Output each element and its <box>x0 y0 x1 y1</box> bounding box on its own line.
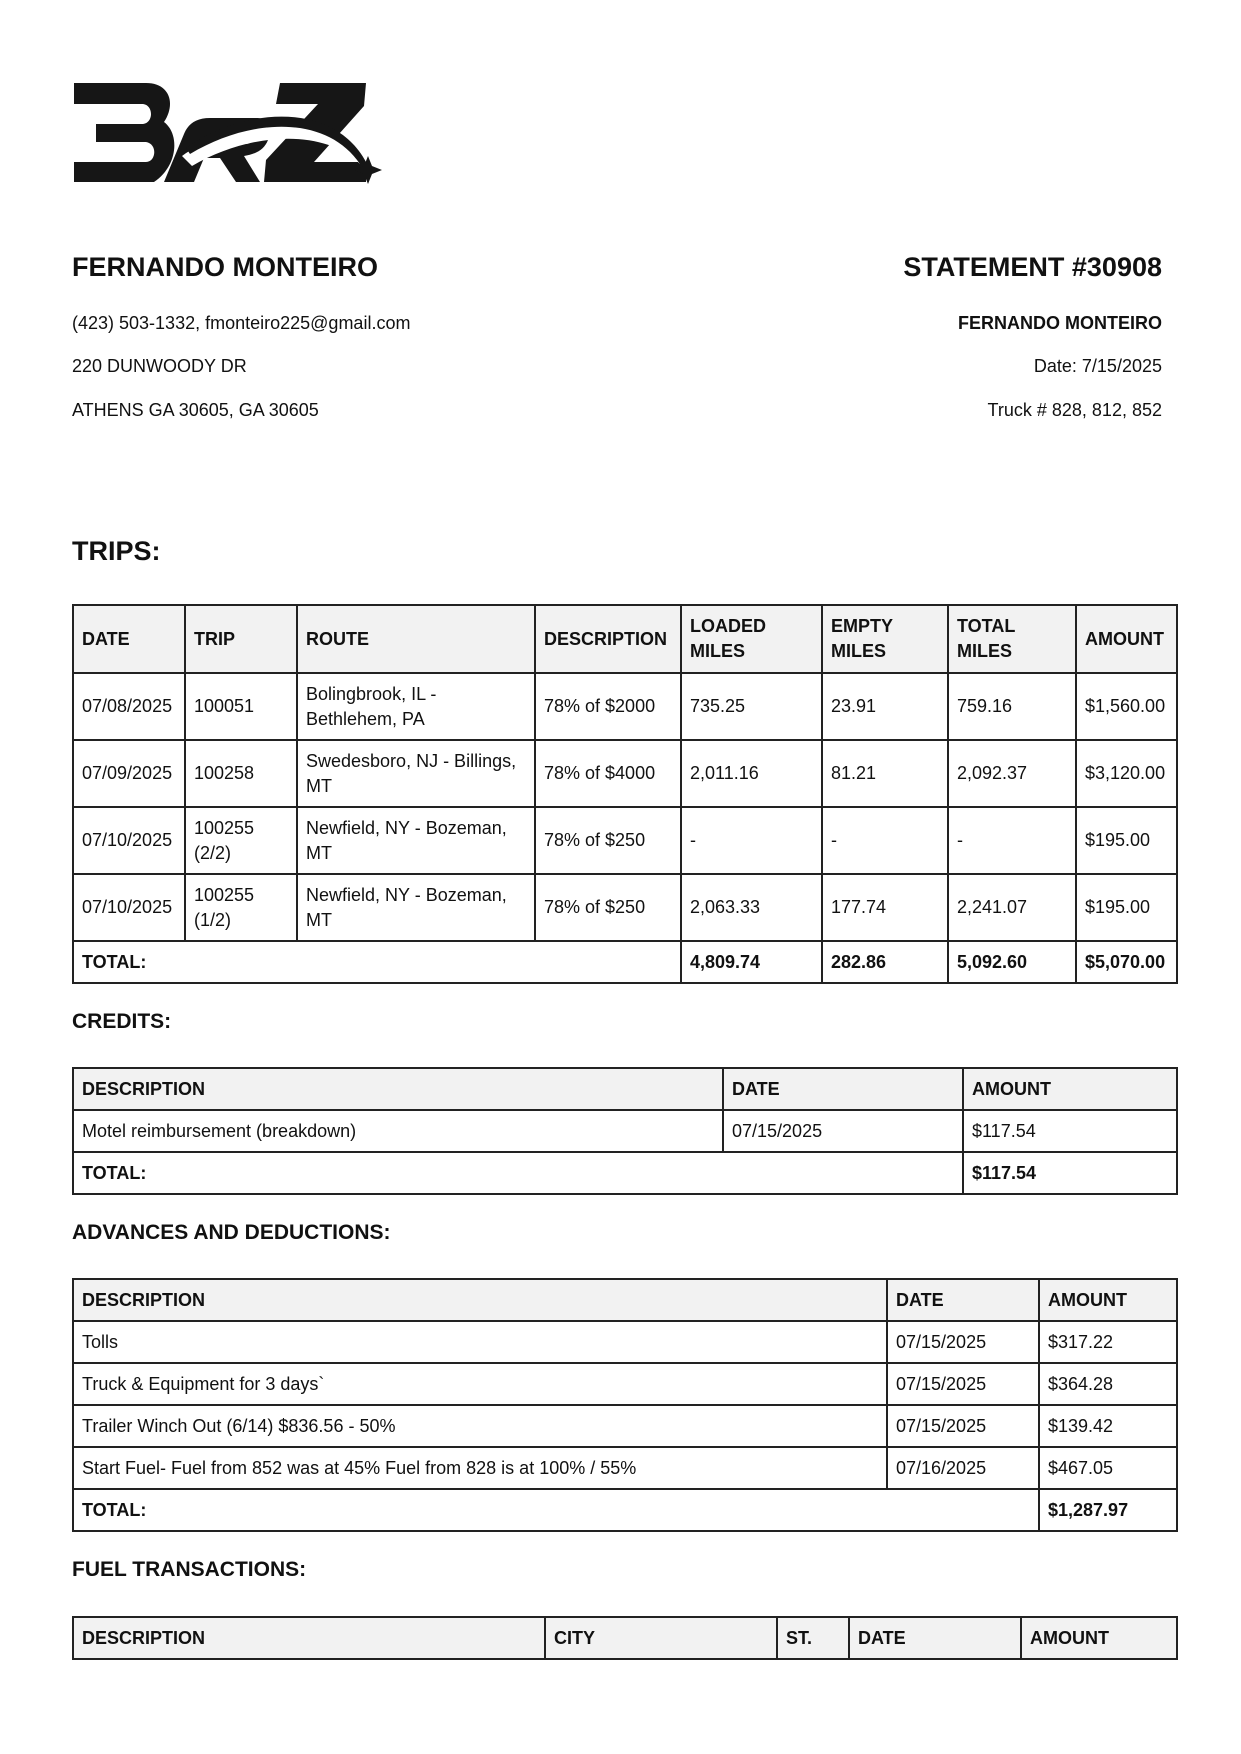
col-city: CITY <box>545 1617 777 1659</box>
trip-total-miles: 2,092.37 <box>948 740 1076 807</box>
fuel-title: FUEL TRANSACTIONS: <box>72 1558 307 1581</box>
trip-number: 100255 (2/2) <box>185 807 297 874</box>
deduction-date: 07/15/2025 <box>887 1405 1039 1447</box>
deduction-amount: $364.28 <box>1039 1363 1177 1405</box>
statement-driver-name: FERNANDO MONTEIRO <box>958 313 1162 333</box>
total-empty-miles: 282.86 <box>822 941 948 983</box>
credits-total-row <box>73 1152 1177 1194</box>
deduction-description: Tolls <box>73 1321 887 1363</box>
trip-description: 78% of $250 <box>535 807 681 874</box>
trip-number: 100051 <box>185 673 297 740</box>
table-row <box>73 807 1177 874</box>
trip-amount: $3,120.00 <box>1076 740 1177 807</box>
deduction-amount: $139.42 <box>1039 1405 1177 1447</box>
deduction-date: 07/16/2025 <box>887 1447 1039 1489</box>
trip-number: 100258 <box>185 740 297 807</box>
credit-date: 07/15/2025 <box>723 1110 963 1152</box>
trip-description: 78% of $2000 <box>535 673 681 740</box>
driver-address-line1: 220 DUNWOODY DR <box>72 356 247 376</box>
col-amount: AMOUNT <box>963 1068 1177 1110</box>
table-row <box>73 1447 1177 1489</box>
statement-truck: Truck # 828, 812, 852 <box>987 400 1162 420</box>
trip-description: 78% of $4000 <box>535 740 681 807</box>
statement-number: STATEMENT #30908 <box>903 252 1162 282</box>
deduction-description: Truck & Equipment for 3 days` <box>73 1363 887 1405</box>
credits-header-row <box>73 1068 1177 1110</box>
total-label: TOTAL: <box>73 1489 1039 1531</box>
trip-total-miles: - <box>948 807 1076 874</box>
trip-route: Newfield, NY - Bozeman, MT <box>297 874 535 941</box>
deduction-amount: $467.05 <box>1039 1447 1177 1489</box>
col-description: DESCRIPTION <box>535 605 681 673</box>
trips-table <box>72 604 1178 984</box>
trip-loaded-miles: 2,011.16 <box>681 740 822 807</box>
trip-date: 07/09/2025 <box>73 740 185 807</box>
total-loaded-miles: 4,809.74 <box>681 941 822 983</box>
col-description: DESCRIPTION <box>73 1617 545 1659</box>
driver-name-heading: FERNANDO MONTEIRO <box>72 252 378 282</box>
trip-loaded-miles: 735.25 <box>681 673 822 740</box>
col-amount: AMOUNT <box>1039 1279 1177 1321</box>
table-row <box>73 874 1177 941</box>
col-state: ST. <box>777 1617 849 1659</box>
credits-table <box>72 1067 1178 1195</box>
col-total-miles: TOTAL MILES <box>948 605 1076 673</box>
deduction-description: Trailer Winch Out (6/14) $836.56 - 50% <box>73 1405 887 1447</box>
trip-total-miles: 2,241.07 <box>948 874 1076 941</box>
trip-amount: $195.00 <box>1076 807 1177 874</box>
trip-empty-miles: 81.21 <box>822 740 948 807</box>
table-row <box>73 1321 1177 1363</box>
trip-amount: $195.00 <box>1076 874 1177 941</box>
trip-date: 07/10/2025 <box>73 874 185 941</box>
col-amount: AMOUNT <box>1021 1617 1177 1659</box>
advances-total-row <box>73 1489 1177 1531</box>
trips-header-row <box>73 605 1177 673</box>
trip-route: Swedesboro, NJ - Billings, MT <box>297 740 535 807</box>
advances-table <box>72 1278 1178 1532</box>
col-date: DATE <box>849 1617 1021 1659</box>
total-total-miles: 5,092.60 <box>948 941 1076 983</box>
trip-amount: $1,560.00 <box>1076 673 1177 740</box>
credits-title: CREDITS: <box>72 1010 172 1033</box>
trip-loaded-miles: 2,063.33 <box>681 874 822 941</box>
brz-logo <box>70 78 390 196</box>
driver-contact: (423) 503-1332, fmonteiro225@gmail.com <box>72 313 411 333</box>
trip-date: 07/10/2025 <box>73 807 185 874</box>
statement-date: Date: 7/15/2025 <box>1033 356 1162 376</box>
trip-empty-miles: 177.74 <box>822 874 948 941</box>
deduction-amount: $317.22 <box>1039 1321 1177 1363</box>
col-loaded-miles: LOADED MILES <box>681 605 822 673</box>
table-row <box>73 673 1177 740</box>
trip-route: Bolingbrook, IL - Bethlehem, PA <box>297 673 535 740</box>
total-amount: $117.54 <box>963 1152 1177 1194</box>
deduction-description: Start Fuel- Fuel from 852 was at 45% Fuel from 828 is at 100% / 55% <box>73 1447 887 1489</box>
trip-total-miles: 759.16 <box>948 673 1076 740</box>
fuel-header-row <box>73 1617 1177 1659</box>
driver-address-line2: ATHENS GA 30605, GA 30605 <box>72 400 319 420</box>
col-trip: TRIP <box>185 605 297 673</box>
advances-header-row <box>73 1279 1177 1321</box>
total-label: TOTAL: <box>73 1152 963 1194</box>
col-date: DATE <box>723 1068 963 1110</box>
total-label: TOTAL: <box>73 941 681 983</box>
deduction-date: 07/15/2025 <box>887 1321 1039 1363</box>
trips-total-row <box>73 941 1177 983</box>
credit-description: Motel reimbursement (breakdown) <box>73 1110 723 1152</box>
trip-number: 100255 (1/2) <box>185 874 297 941</box>
col-empty-miles: EMPTY MILES <box>822 605 948 673</box>
col-description: DESCRIPTION <box>73 1279 887 1321</box>
trips-title: TRIPS: <box>72 536 161 566</box>
trip-empty-miles: 23.91 <box>822 673 948 740</box>
col-description: DESCRIPTION <box>73 1068 723 1110</box>
col-date: DATE <box>887 1279 1039 1321</box>
trip-date: 07/08/2025 <box>73 673 185 740</box>
table-row <box>73 1110 1177 1152</box>
total-amount: $5,070.00 <box>1076 941 1177 983</box>
table-row <box>73 1363 1177 1405</box>
trip-route: Newfield, NY - Bozeman, MT <box>297 807 535 874</box>
advances-title: ADVANCES AND DEDUCTIONS: <box>72 1221 391 1244</box>
trip-empty-miles: - <box>822 807 948 874</box>
table-row <box>73 1405 1177 1447</box>
fuel-table <box>72 1616 1178 1660</box>
table-row <box>73 740 1177 807</box>
total-amount: $1,287.97 <box>1039 1489 1177 1531</box>
col-amount: AMOUNT <box>1076 605 1177 673</box>
credit-amount: $117.54 <box>963 1110 1177 1152</box>
deduction-date: 07/15/2025 <box>887 1363 1039 1405</box>
trip-description: 78% of $250 <box>535 874 681 941</box>
col-route: ROUTE <box>297 605 535 673</box>
col-date: DATE <box>73 605 185 673</box>
trip-loaded-miles: - <box>681 807 822 874</box>
